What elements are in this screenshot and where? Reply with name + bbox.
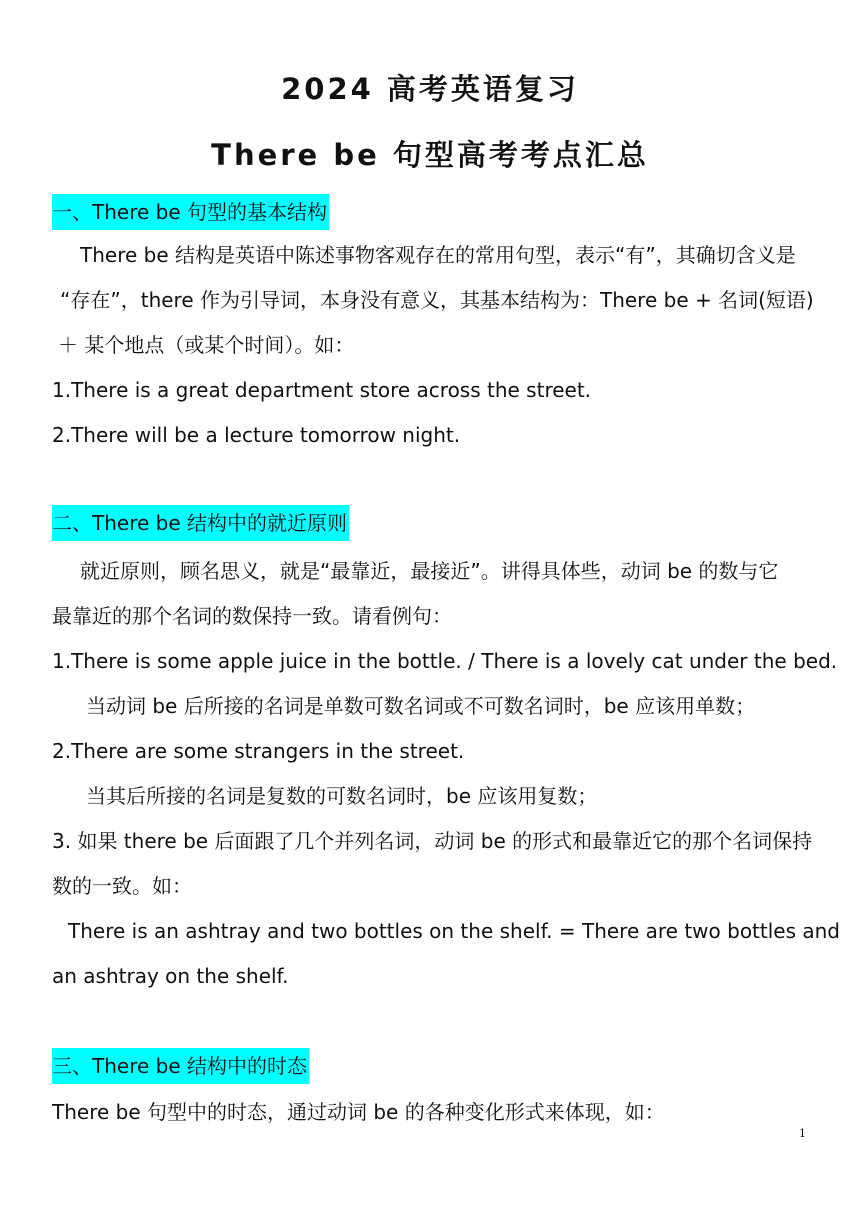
section-1-example-1: 1.There is a great department store across the street. bbox=[52, 378, 592, 402]
section-2-example-1: 1.There is some apple juice in the bottle. / There is a lovely cat under the bed. bbox=[52, 649, 838, 673]
section-2-line-2: 最靠近的那个名词的数保持一致。请看例句： bbox=[52, 604, 452, 628]
section-3-heading: 三、There be 结构中的时态 bbox=[52, 1048, 309, 1084]
section-2-example-3-cont: an ashtray on the shelf. bbox=[52, 964, 289, 988]
section-1-example-2: 2.There will be a lecture tomorrow night. bbox=[52, 423, 461, 447]
section-3-line-1: There be 句型中的时态，通过动词 be 的各种变化形式来体现，如： bbox=[52, 1100, 665, 1124]
page-number: 1 bbox=[799, 1127, 806, 1140]
section-2-heading: 二、There be 结构中的就近原则 bbox=[52, 505, 349, 541]
section-1-line-3: ＋ 某个地点（或某个时间）。如： bbox=[58, 333, 355, 357]
section-2-example-3: There is an ashtray and two bottles on the shelf. = There are two bottles and bbox=[68, 919, 841, 943]
section-1-line-2: “存在”，there 作为引导词，本身没有意义，其基本结构为：There be + 名词(短语) bbox=[60, 288, 814, 312]
document-title-line-2: There be 句型高考考点汇总 bbox=[211, 138, 649, 172]
section-2-line-3: 3. 如果 there be 后面跟了几个并列名词，动词 be 的形式和最靠近它的那个名词保持 bbox=[52, 829, 813, 853]
section-1-line-1: There be 结构是英语中陈述事物客观存在的常用句型，表示“有”，其确切含义是 bbox=[80, 243, 796, 267]
section-1-heading: 一、There be 句型的基本结构 bbox=[52, 194, 329, 230]
section-2-note-2: 当其后所接的名词是复数的可数名词时，be 应该用复数； bbox=[86, 784, 598, 808]
section-2-line-1: 就近原则，顾名思义，就是“最靠近，最接近”。讲得具体些，动词 be 的数与它 bbox=[80, 559, 779, 583]
document-title-line-1: 2024 高考英语复习 bbox=[281, 72, 579, 106]
section-2-example-2: 2.There are some strangers in the street. bbox=[52, 739, 465, 763]
section-2-line-4: 数的一致。如： bbox=[52, 874, 192, 898]
section-2-note-1: 当动词 be 后所接的名词是单数可数名词或不可数名词时，be 应该用单数； bbox=[86, 694, 756, 718]
